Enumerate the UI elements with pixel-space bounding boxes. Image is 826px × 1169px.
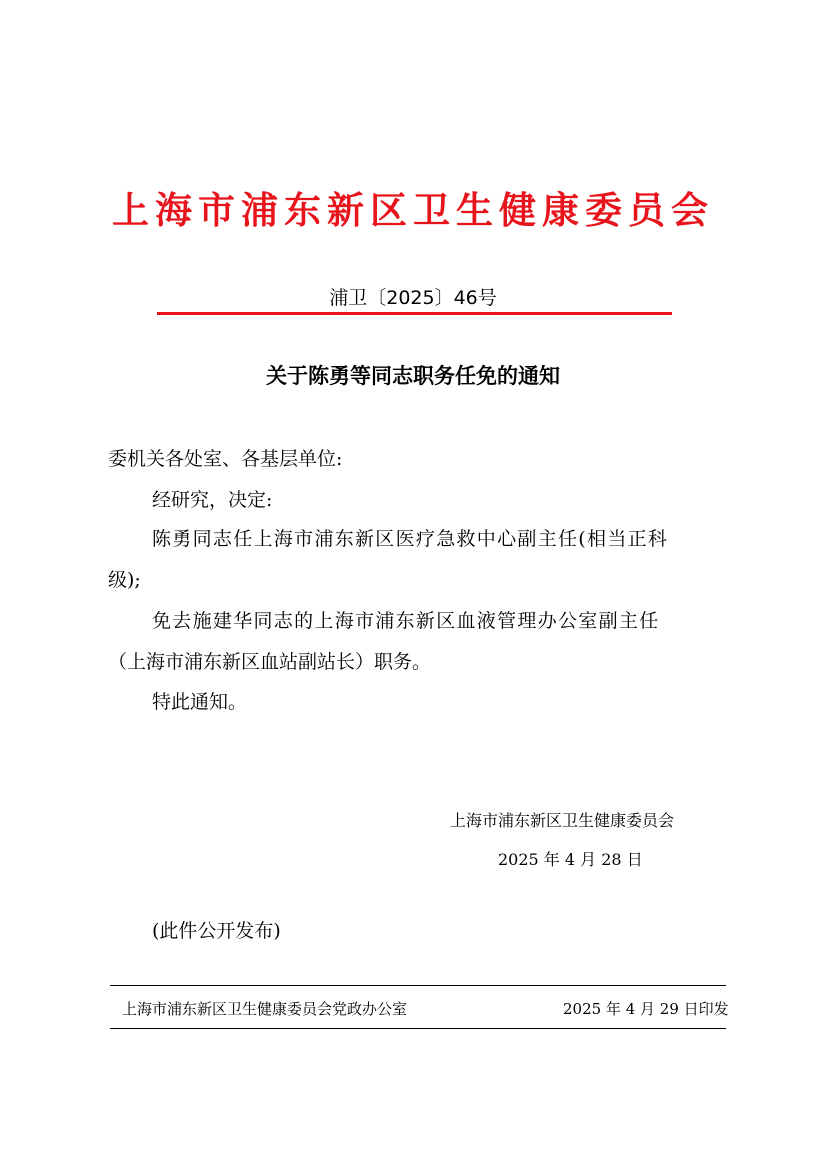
footer-rule-top [110, 985, 726, 986]
masthead: 上海市浦东新区卫生健康委员会 [112, 189, 714, 232]
red-divider-line [157, 312, 672, 315]
paragraph-appointment-cont: 级); [108, 569, 141, 591]
document-number: 浦卫〔2025〕46号 [329, 287, 497, 309]
paragraph-removal-cont: （上海市浦东新区血站副站长）职务。 [108, 651, 432, 673]
footer-print-date: 2025 年 4 月 29 日印发 [563, 1000, 729, 1018]
paragraph-decision: 经研究，决定: [152, 489, 273, 511]
paragraph-appointment: 陈勇同志任上海市浦东新区医疗急救中心副主任(相当正科 [152, 528, 669, 550]
signature-organization: 上海市浦东新区卫生健康委员会 [450, 811, 675, 830]
public-release-note: (此件公开发布) [152, 920, 281, 942]
paragraph-closing: 特此通知。 [152, 691, 248, 713]
signature-date: 2025 年 4 月 28 日 [498, 850, 643, 869]
notice-title: 关于陈勇等同志职务任免的通知 [266, 363, 560, 388]
footer-rule-bottom [110, 1028, 726, 1029]
paragraph-removal: 免去施建华同志的上海市浦东新区血液管理办公室副主任 [152, 610, 660, 632]
footer-issuing-office: 上海市浦东新区卫生健康委员会党政办公室 [122, 1000, 408, 1018]
salutation: 委机关各处室、各基层单位: [108, 448, 343, 470]
